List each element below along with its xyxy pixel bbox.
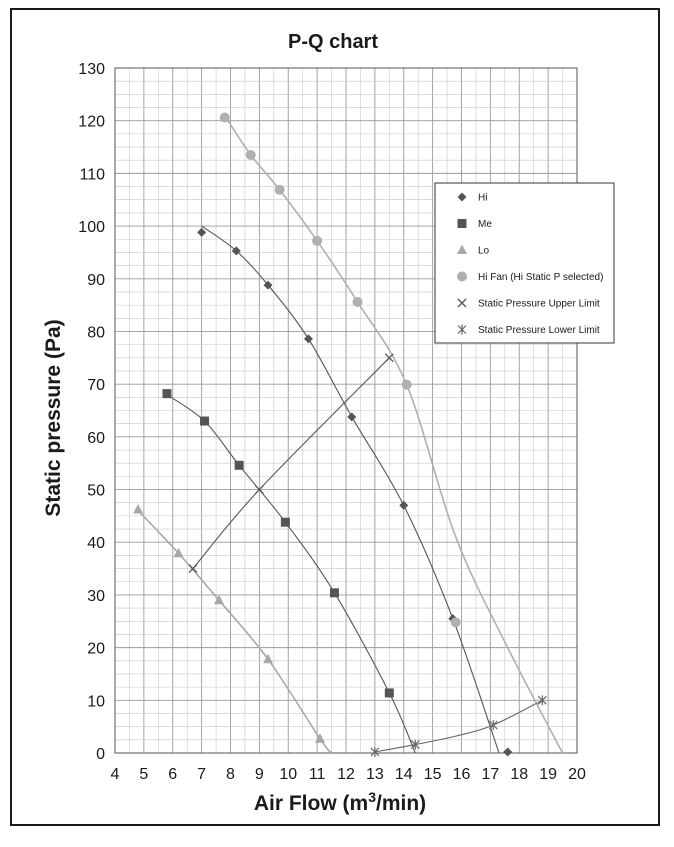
y-tick-label: 80 — [87, 324, 105, 342]
y-tick-label: 10 — [87, 693, 105, 711]
data-point-circle — [451, 617, 461, 627]
data-point-circle — [220, 113, 230, 123]
legend-marker-circle — [457, 272, 467, 282]
x-tick-label: 19 — [539, 766, 558, 783]
y-tick-label: 120 — [78, 113, 105, 131]
chart-title: P-Q chart — [287, 31, 379, 53]
legend-label: Static Pressure Upper Limit — [478, 298, 600, 310]
y-tick-label: 70 — [87, 377, 105, 395]
y-tick-label: 100 — [78, 219, 105, 237]
x-tick-label: 17 — [481, 766, 500, 783]
legend-label: Hi Fan (Hi Static P selected) — [478, 272, 604, 283]
x-tick-label: 20 — [568, 766, 586, 783]
data-point-square — [385, 688, 394, 697]
x-tick-label: 13 — [365, 766, 384, 783]
legend — [435, 183, 614, 343]
y-axis-label: Static pressure (Pa) — [42, 319, 65, 517]
x-tick-label: 9 — [254, 766, 264, 783]
x-tick-label: 10 — [279, 766, 298, 783]
x-tick-label: 4 — [110, 766, 120, 783]
x-axis-label-tail: /min) — [375, 792, 427, 815]
data-point-square — [235, 461, 244, 470]
x-tick-label: 15 — [423, 766, 442, 783]
x-tick-label: 18 — [510, 766, 529, 783]
x-axis-label-main: Air Flow (m — [253, 792, 369, 815]
x-tick-label: 7 — [197, 766, 207, 783]
x-tick-label: 12 — [337, 766, 355, 783]
x-tick-label: 11 — [308, 766, 326, 783]
data-point-square — [330, 588, 339, 597]
x-axis-label-superscript: 3 — [368, 789, 376, 805]
data-point-square — [281, 518, 290, 527]
legend-box — [435, 183, 614, 343]
legend-label: Hi — [478, 192, 488, 204]
data-point-circle — [312, 236, 322, 246]
data-point-circle — [246, 150, 256, 160]
data-point-circle — [402, 380, 412, 390]
y-tick-label: 20 — [87, 640, 105, 658]
y-tick-label: 40 — [87, 535, 105, 553]
y-tick-label: 110 — [79, 166, 105, 184]
x-tick-label: 16 — [452, 766, 471, 783]
data-point-circle — [275, 185, 285, 195]
x-axis-label — [254, 789, 426, 815]
x-tick-label: 6 — [168, 766, 178, 783]
x-tick-label: 8 — [226, 766, 235, 783]
x-tick-label: 5 — [139, 766, 149, 783]
outer-frame — [11, 9, 659, 825]
data-point-square — [200, 417, 209, 426]
legend-label: Me — [478, 219, 492, 230]
x-tick-label: 14 — [394, 766, 413, 783]
legend-marker-square — [458, 219, 467, 228]
data-point-circle — [353, 297, 363, 307]
y-tick-label: 30 — [87, 587, 105, 605]
y-tick-label: 90 — [87, 271, 105, 289]
y-tick-label: 130 — [78, 61, 105, 78]
y-tick-label: 0 — [96, 746, 105, 763]
legend-label: Static Pressure Lower Limit — [478, 325, 600, 336]
legend-label: Lo — [478, 245, 490, 257]
y-tick-label: 60 — [87, 429, 105, 447]
y-tick-label: 50 — [87, 482, 105, 500]
data-point-square — [162, 389, 171, 398]
